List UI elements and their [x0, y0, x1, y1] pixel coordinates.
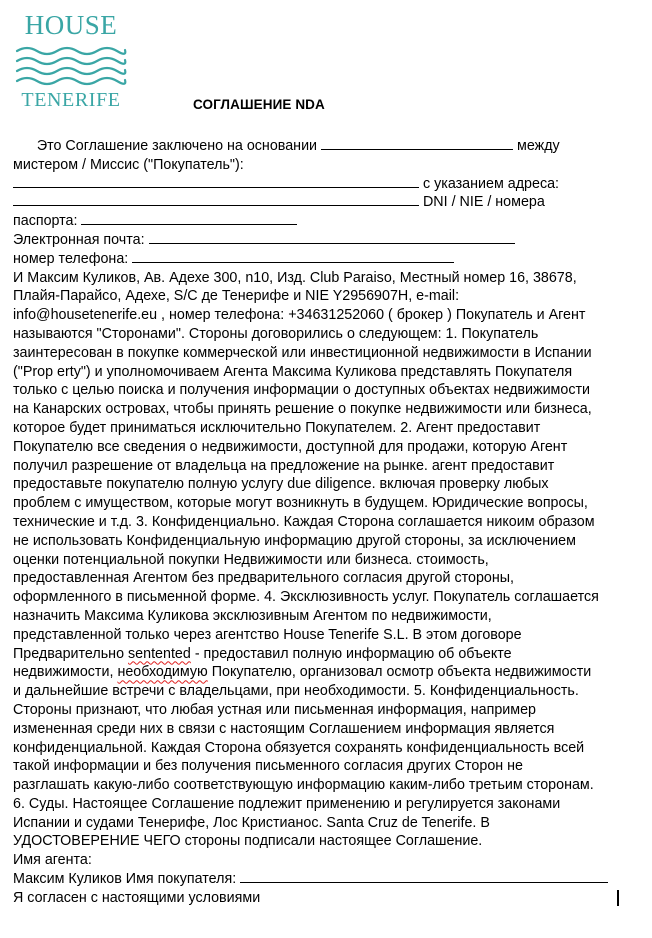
spellcheck-word: sentented — [128, 645, 191, 662]
passport-blank[interactable] — [81, 213, 297, 225]
text-line — [13, 663, 613, 682]
text-line: Имя агента: — [13, 852, 92, 869]
text-segment: Покупателю, организовал осмотр объекта недвижимости — [211, 664, 592, 681]
text-line: Испании и судами Тенерифе, Лос Кристианос. Santa Cruz de Tenerife. В — [13, 814, 490, 831]
document-title: СОГЛАШЕНИЕ NDA — [193, 97, 325, 112]
text-line — [13, 250, 613, 269]
between-text: между — [517, 138, 560, 154]
address-blank[interactable] — [13, 194, 419, 206]
text-line: оформленного в письменной форме. 4. Эксклюзивность услуг. Покупатель соглашается — [13, 589, 599, 606]
address-label: с указанием адреса: — [422, 175, 560, 192]
text-line: назначить Максима Куликова эксклюзивным Агентом по недвижимости, — [13, 607, 492, 624]
buyer-signature-blank[interactable] — [240, 871, 608, 883]
text-line: измененная среди них в связи с настоящим Соглашением информация является — [13, 720, 555, 737]
text-line — [13, 870, 613, 889]
text-line — [13, 175, 613, 194]
buyer-name-label: Максим Куликов Имя покупателя: — [13, 871, 237, 888]
text-segment: недвижимости, — [13, 664, 114, 681]
text-line: технические и т.д. 3. Конфиденциально. Каждая Сторона соглашается никоим образом — [13, 513, 595, 530]
text-line: представленной только через агентство House Tenerife S.L. В этом договоре — [13, 626, 522, 643]
spellcheck-word: необходимую — [117, 664, 208, 681]
text-line: 6. Суды. Настоящее Соглашение подлежит применению и регулируется законами — [13, 795, 561, 812]
basis-blank[interactable] — [321, 138, 513, 150]
text-line: разглашать какую-либо соответствующую информацию каким-либо третьим сторонам. — [13, 777, 594, 794]
text-line: И Максим Куликов, Ав. Адехе 300, n10, Изд. Club Paraiso, Местный номер 16, 38678, — [13, 269, 577, 286]
text-line: УДОСТОВЕРЕНИЕ ЧЕГО стороны подписали настоящее Соглашение. — [13, 833, 483, 850]
passport-label: паспорта: — [13, 213, 78, 230]
text-line — [13, 645, 613, 664]
text-line: info@housetenerife.eu , номер телефона: +34631252060 ( брокер ) Покупатель и Агент — [13, 307, 586, 324]
text-line — [13, 137, 613, 156]
house-tenerife-logo — [14, 10, 128, 109]
text-line: заинтересован в покупке коммерческой или инвестиционной недвижимости в Испании — [13, 344, 592, 361]
phone-blank[interactable] — [132, 251, 454, 263]
text-line — [13, 231, 613, 250]
text-line: оценки потенциальной покупки Недвижимости или бизнеса. стоимость, — [13, 551, 489, 568]
text-segment: - предоставил полную информацию об объекте — [194, 645, 512, 662]
text-line — [13, 212, 613, 231]
text-line: называются "Сторонами". Стороны договорились о следующем: 1. Покупатель — [13, 325, 539, 342]
logo-bottom-word: TENERIFE — [21, 89, 121, 109]
intro-text: Это Соглашение заключено на основании — [36, 138, 318, 154]
text-line: только с целью поиска и получения информации о доступных объектах недвижимости — [13, 382, 591, 399]
text-line — [13, 193, 613, 212]
text-line: которое будет приниматься исключительно Покупателем. 2. Агент предоставит — [13, 419, 541, 436]
text-line: Стороны признают, что любая устная или письменная информация, например — [13, 701, 536, 718]
buyer-name-blank[interactable] — [13, 176, 419, 188]
phone-label: номер телефона: — [13, 250, 129, 267]
text-line: получил разрешение от владельца на предложение на рынке. агент предоставит — [13, 457, 555, 474]
text-line: Покупателю все сведения о недвижимости, доступной для продажи, которую Агент — [13, 438, 568, 455]
text-line: предоставленная Агентом без предварительного согласия другой стороны, — [13, 570, 514, 587]
email-label: Электронная почта: — [13, 231, 145, 248]
document-body — [13, 137, 613, 908]
text-line: не использовать Конфиденциальную информацию другой стороны, за исключением — [13, 532, 576, 549]
text-line: ("Prop erty") и уполномочиваем Агента Максима Куликова представлять Покупателя — [13, 363, 573, 380]
text-line: Плайя-Парайсо, Адехе, S/C де Тенерифе и NIE Y2956907H, e-mail: — [13, 288, 460, 305]
text-line: проблем с имуществом, которые могут возникнуть в будущем. Юридические вопросы, — [13, 495, 588, 512]
text-line: на Канарских островах, чтобы принять решение о покупке недвижимости или бизнеса, — [13, 401, 592, 418]
text-line: конфиденциальной. Каждая Сторона обязуется сохранять конфиденциальность всей — [13, 739, 585, 756]
logo-graphic — [14, 10, 128, 109]
text-line: Я согласен с настоящими условиями — [13, 889, 261, 906]
text-line: предоставьте покупателю полную услугу due diligence. включая проверку любых — [13, 476, 549, 493]
email-blank[interactable] — [149, 232, 515, 244]
text-cursor — [617, 890, 619, 906]
text-line: такой информации и без получения письменного согласия других Сторон не — [13, 758, 523, 775]
wave-icon — [17, 48, 125, 84]
text-line: и дальнейшие встречи с владельцами, при необходимости. 5. Конфиденциальность. — [13, 683, 579, 700]
text-line: мистером / Миссис ("Покупатель"): — [13, 156, 244, 173]
logo-top-word: HOUSE — [24, 10, 118, 40]
dni-label: DNI / NIE / номера — [422, 194, 545, 211]
text-segment: Предварительно — [13, 645, 125, 662]
